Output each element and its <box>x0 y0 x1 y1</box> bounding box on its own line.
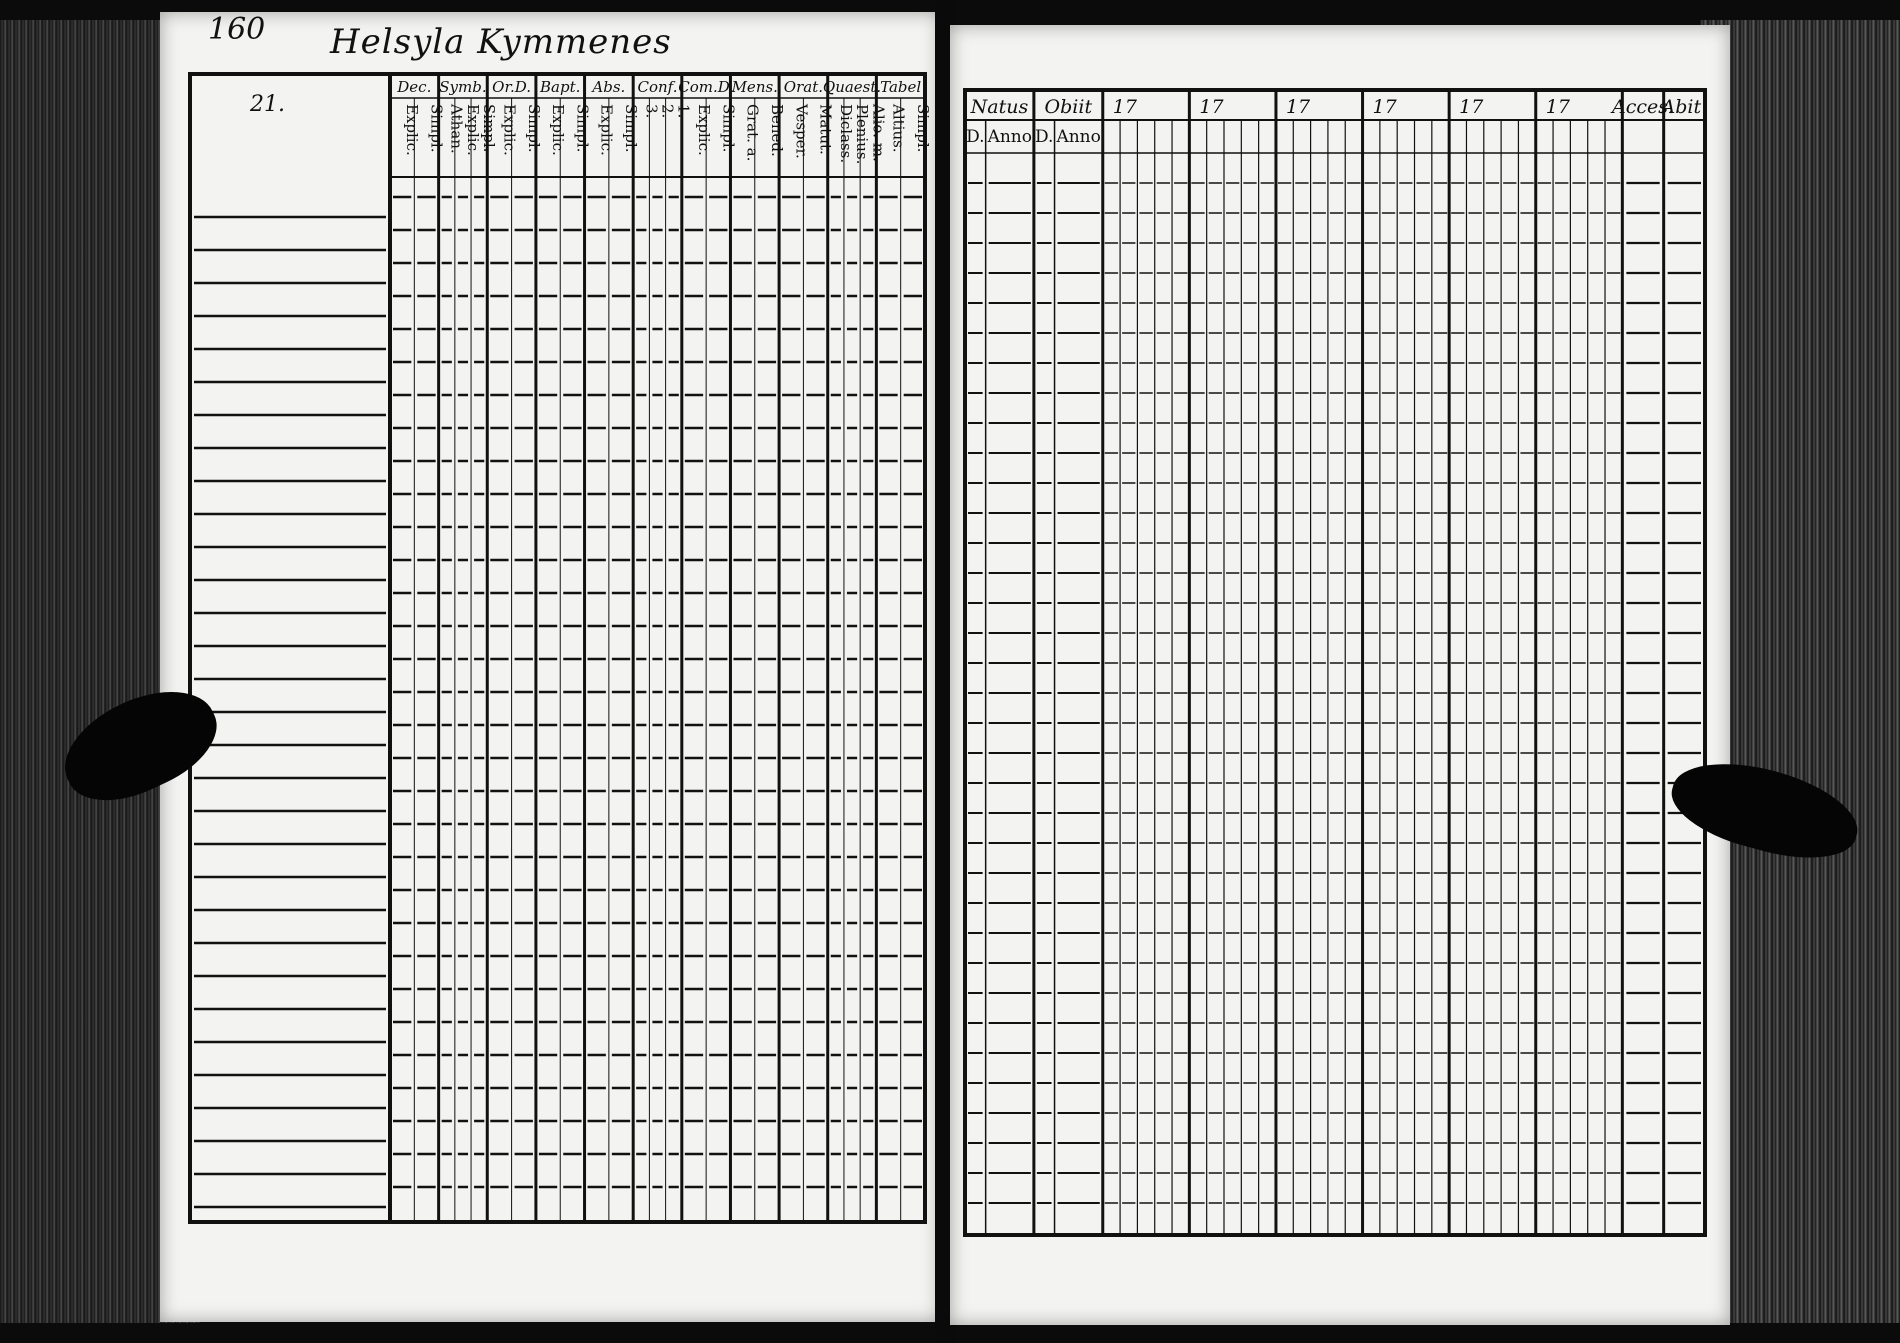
left-page <box>160 12 940 1322</box>
subcolumn-label: Simpl. <box>480 104 499 153</box>
subcolumn-label: Bened. <box>767 104 786 157</box>
subcolumn-label: Simpl. <box>719 104 738 153</box>
column-header: Mens. <box>731 78 778 96</box>
subcolumn-label: Simpl. <box>573 104 592 153</box>
subcolumn-label: 3. <box>642 104 661 119</box>
column-header: Dec. <box>397 78 432 96</box>
column-header: 17 <box>1459 96 1484 118</box>
column-header: 17 <box>1112 96 1137 118</box>
subcolumn-label: Explic. <box>549 104 568 156</box>
subcolumn-label: Explic. <box>500 104 519 156</box>
column-header: Or.D. <box>492 78 532 96</box>
subcolumn-label: Simpl. <box>913 104 932 153</box>
subcolumn-label: D. <box>1034 127 1054 147</box>
subcolumn-label: Explic. <box>403 104 422 156</box>
subcolumn-label: Simpl. <box>427 104 446 153</box>
right-register-table <box>950 25 1730 1325</box>
column-header: 17 <box>1372 96 1397 118</box>
page-number: 160 <box>208 12 266 47</box>
page-heading: Helsyla Kymmenes <box>330 22 672 62</box>
entry-number: 21. <box>250 92 285 117</box>
column-header: Conf. <box>637 78 678 96</box>
subcolumn-label: Athan. <box>447 104 466 154</box>
column-header: Bapt. <box>540 78 581 96</box>
subcolumn-label: Explic. <box>694 104 713 156</box>
subcolumn-label: 2. <box>658 104 677 119</box>
left-register-table <box>160 12 940 1322</box>
column-header: Acces. <box>1611 96 1675 118</box>
column-header: 17 <box>1545 96 1570 118</box>
subcolumn-label: Matut. <box>816 104 835 155</box>
column-header: Abit. <box>1661 96 1708 118</box>
subcolumn-label: Vesper. <box>792 104 811 159</box>
table-border <box>190 74 925 1222</box>
column-header: Symb. <box>439 78 487 96</box>
column-header: 17 <box>1199 96 1224 118</box>
book-edge-right <box>1700 20 1900 1323</box>
subcolumn-label: Simpl. <box>524 104 543 153</box>
column-header: Quaest. <box>822 78 882 96</box>
column-header: 17 <box>1285 96 1311 118</box>
column-header: Obiit <box>1044 96 1093 118</box>
subcolumn-label: Altius. <box>889 104 908 153</box>
column-header: Com.D. <box>678 78 735 96</box>
subcolumn-label: Explic. <box>597 104 616 156</box>
subcolumn-label: D. <box>966 127 985 147</box>
subcolumn-label: Plenius. <box>853 104 872 165</box>
subcolumn-label: Simpl. <box>622 104 641 153</box>
subcolumn-label: Explic. <box>463 104 482 156</box>
subcolumn-label: Diclass. <box>836 104 855 164</box>
subcolumn-label: Alio. m. <box>869 104 888 162</box>
column-header: Orat. <box>783 78 824 96</box>
subcolumn-label: Anno <box>1056 127 1101 147</box>
right-page <box>950 25 1730 1325</box>
column-header: Abs. <box>592 78 626 96</box>
subcolumn-label: Anno <box>987 127 1032 147</box>
column-header: Tabel <box>880 78 922 96</box>
subcolumn-label: Grat. a. <box>743 104 762 162</box>
subcolumn-label: 1. <box>674 104 693 119</box>
column-header: Natus <box>970 96 1029 118</box>
